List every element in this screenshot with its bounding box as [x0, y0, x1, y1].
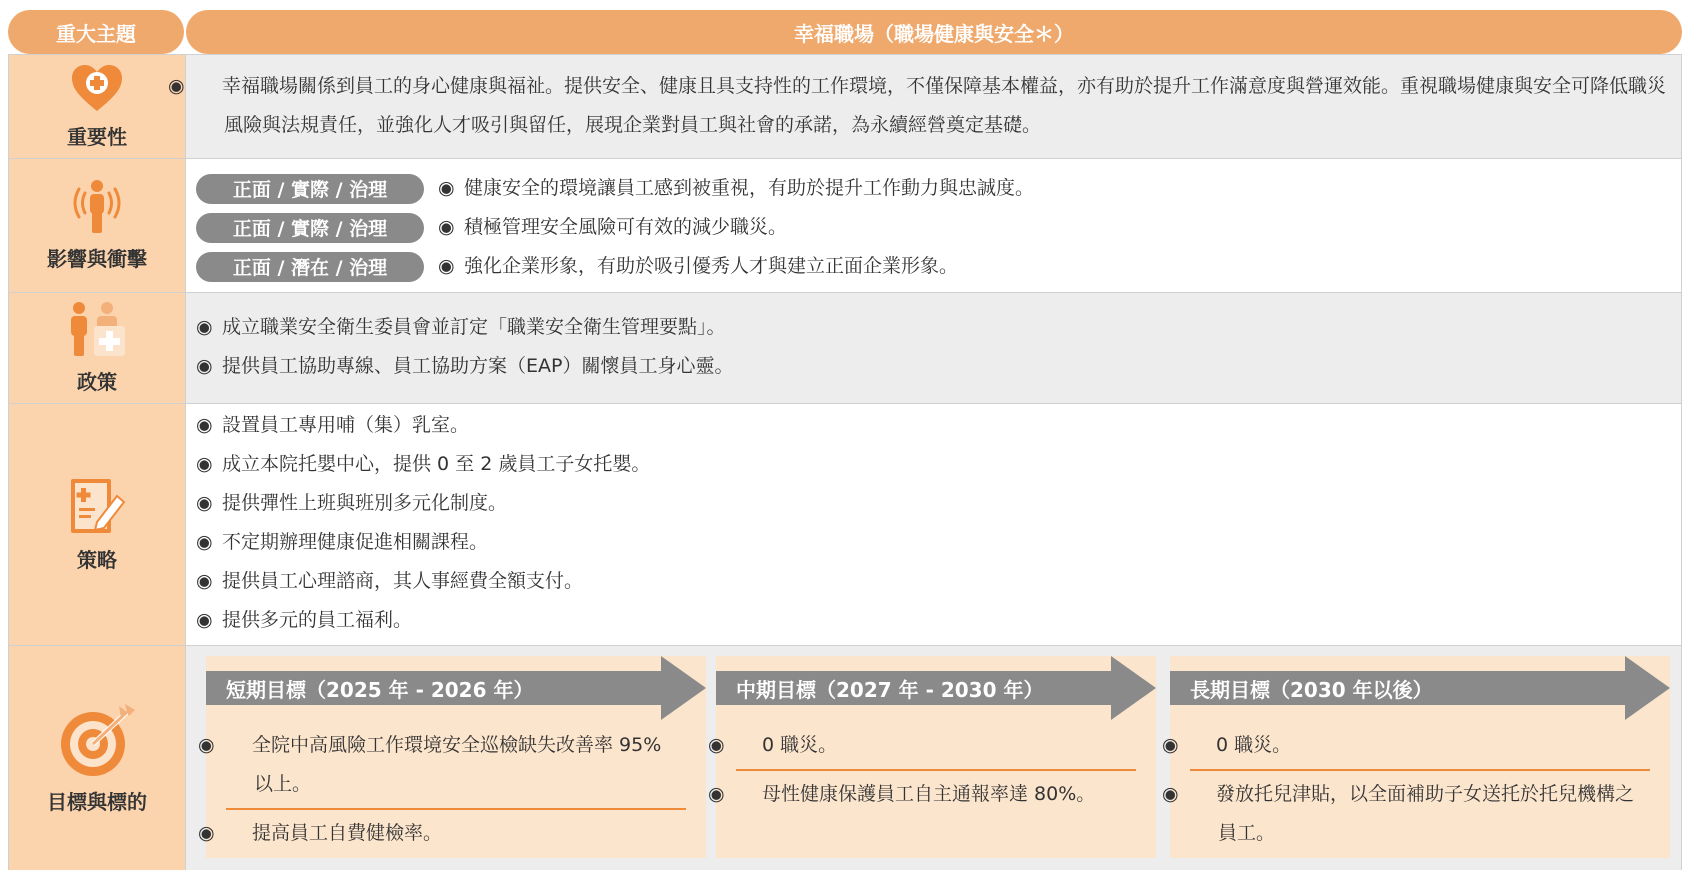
- clipboard-pen-icon: [67, 476, 127, 536]
- impact-row: [196, 169, 1034, 208]
- impact-body: [186, 159, 1681, 292]
- label-cell-impact: [9, 159, 186, 292]
- goal-separator: [736, 769, 1136, 771]
- label-policy: 政策: [77, 369, 117, 394]
- label-cell-goals: [9, 646, 186, 870]
- impact-text: 積極管理安全風險可有效的減少職災。: [464, 216, 788, 238]
- strategy-item: [196, 523, 650, 562]
- goal-title: 短期目標（2025 年 - 2026 年）: [226, 677, 534, 702]
- policy-item: [196, 347, 733, 386]
- strategy-text: 設置員工專用哺（集）乳室。: [222, 414, 470, 436]
- impact-tag: 正面 / 實際 / 治理: [196, 174, 424, 204]
- person-signal-icon: [69, 179, 125, 235]
- label-cell-policy: [9, 293, 186, 403]
- impact-text: 強化企業形象，有助於吸引優秀人才與建立正面企業形象。: [464, 255, 959, 277]
- impact-tag: 正面 / 實際 / 治理: [196, 213, 424, 243]
- strategy-item: [196, 601, 650, 640]
- policy-text: 提供員工協助專線、員工協助方案（EAP）關懷員工身心靈。: [222, 355, 734, 377]
- goal-text: 0 職災。: [1216, 734, 1292, 756]
- goal-item: [226, 814, 686, 853]
- goal-item: [226, 726, 686, 804]
- goal-mid-term: [716, 656, 1156, 858]
- goal-text: 提高員工自費健檢率。: [252, 822, 443, 844]
- label-importance: 重要性: [67, 125, 127, 149]
- goal-item: [736, 726, 1136, 765]
- goal-text: 母性健康保護員工自主通報率達 80%。: [762, 783, 1096, 805]
- label-strategy: 策略: [77, 548, 117, 572]
- strategy-text: 提供彈性上班與班別多元化制度。: [222, 492, 508, 514]
- row-policy: [9, 293, 1681, 404]
- strategy-item: [196, 445, 650, 484]
- strategy-item: [196, 484, 650, 523]
- goal-text: 發放托兒津貼，以全面補助子女送托於托兒機構之員工。: [1216, 783, 1635, 844]
- label-cell-importance: [9, 55, 186, 158]
- policy-item: [196, 308, 733, 347]
- people-medical-icon: [67, 302, 127, 358]
- row-importance: [9, 55, 1681, 159]
- goal-item: [736, 775, 1136, 814]
- impact-row: [196, 208, 1034, 247]
- topic-table: [8, 54, 1682, 870]
- label-impact: 影響與衝擊: [47, 247, 147, 271]
- strategy-item: [196, 562, 650, 601]
- strategy-text: 提供員工心理諮商，其人事經費全額支付。: [222, 570, 584, 592]
- goal-text: 0 職災。: [762, 734, 838, 756]
- row-goals: [9, 646, 1681, 870]
- goal-text: 全院中高風險工作環境安全巡檢缺失改善率 95% 以上。: [252, 734, 662, 795]
- importance-body: [186, 55, 1681, 158]
- goal-separator: [1190, 769, 1650, 771]
- strategy-text: 提供多元的員工福利。: [222, 609, 413, 631]
- header-title: 幸福職場（職場健康與安全＊）: [186, 10, 1682, 54]
- header-topic: 重大主題: [8, 10, 184, 54]
- goals-body: [186, 646, 1681, 870]
- policy-body: [186, 293, 1681, 403]
- goal-item: [1190, 726, 1650, 765]
- goal-separator: [226, 808, 686, 810]
- impact-row: [196, 247, 1034, 286]
- impact-text: 健康安全的環境讓員工感到被重視，有助於提升工作動力與忠誠度。: [464, 177, 1035, 199]
- importance-item: [196, 67, 1666, 145]
- policy-text: 成立職業安全衛生委員會並訂定「職業安全衛生管理要點」。: [222, 316, 726, 338]
- strategy-body: [186, 404, 1681, 645]
- goal-title: 中期目標（2027 年 - 2030 年）: [736, 677, 1044, 702]
- goal-long-term: [1170, 656, 1670, 858]
- target-arrow-icon: [55, 702, 139, 778]
- impact-tag: 正面 / 潛在 / 治理: [196, 252, 424, 282]
- goal-title: 長期目標（2030 年以後）: [1190, 677, 1433, 702]
- heart-plus-icon: [70, 63, 124, 113]
- importance-text: 幸福職場關係到員工的身心健康與福祉。提供安全、健康且具支持性的工作環境，不僅保障基本權益，亦有助於提升工作滿意度與營運效能。重視職場健康與安全可降低職災風險與法規責任，並強化人才吸引與留任，展現企業對員工與社會的承諾，為永續經營奠定基礎。: [222, 75, 1667, 136]
- strategy-item: [196, 406, 650, 445]
- label-cell-strategy: [9, 404, 186, 645]
- strategy-text: 不定期辦理健康促進相關課程。: [222, 531, 489, 553]
- goal-short-term: [206, 656, 706, 858]
- row-impact: [9, 159, 1681, 293]
- label-goals: 目標與標的: [47, 789, 147, 814]
- goal-item: [1190, 775, 1650, 853]
- row-strategy: [9, 404, 1681, 646]
- strategy-text: 成立本院托嬰中心，提供 0 至 2 歲員工子女托嬰。: [222, 453, 651, 475]
